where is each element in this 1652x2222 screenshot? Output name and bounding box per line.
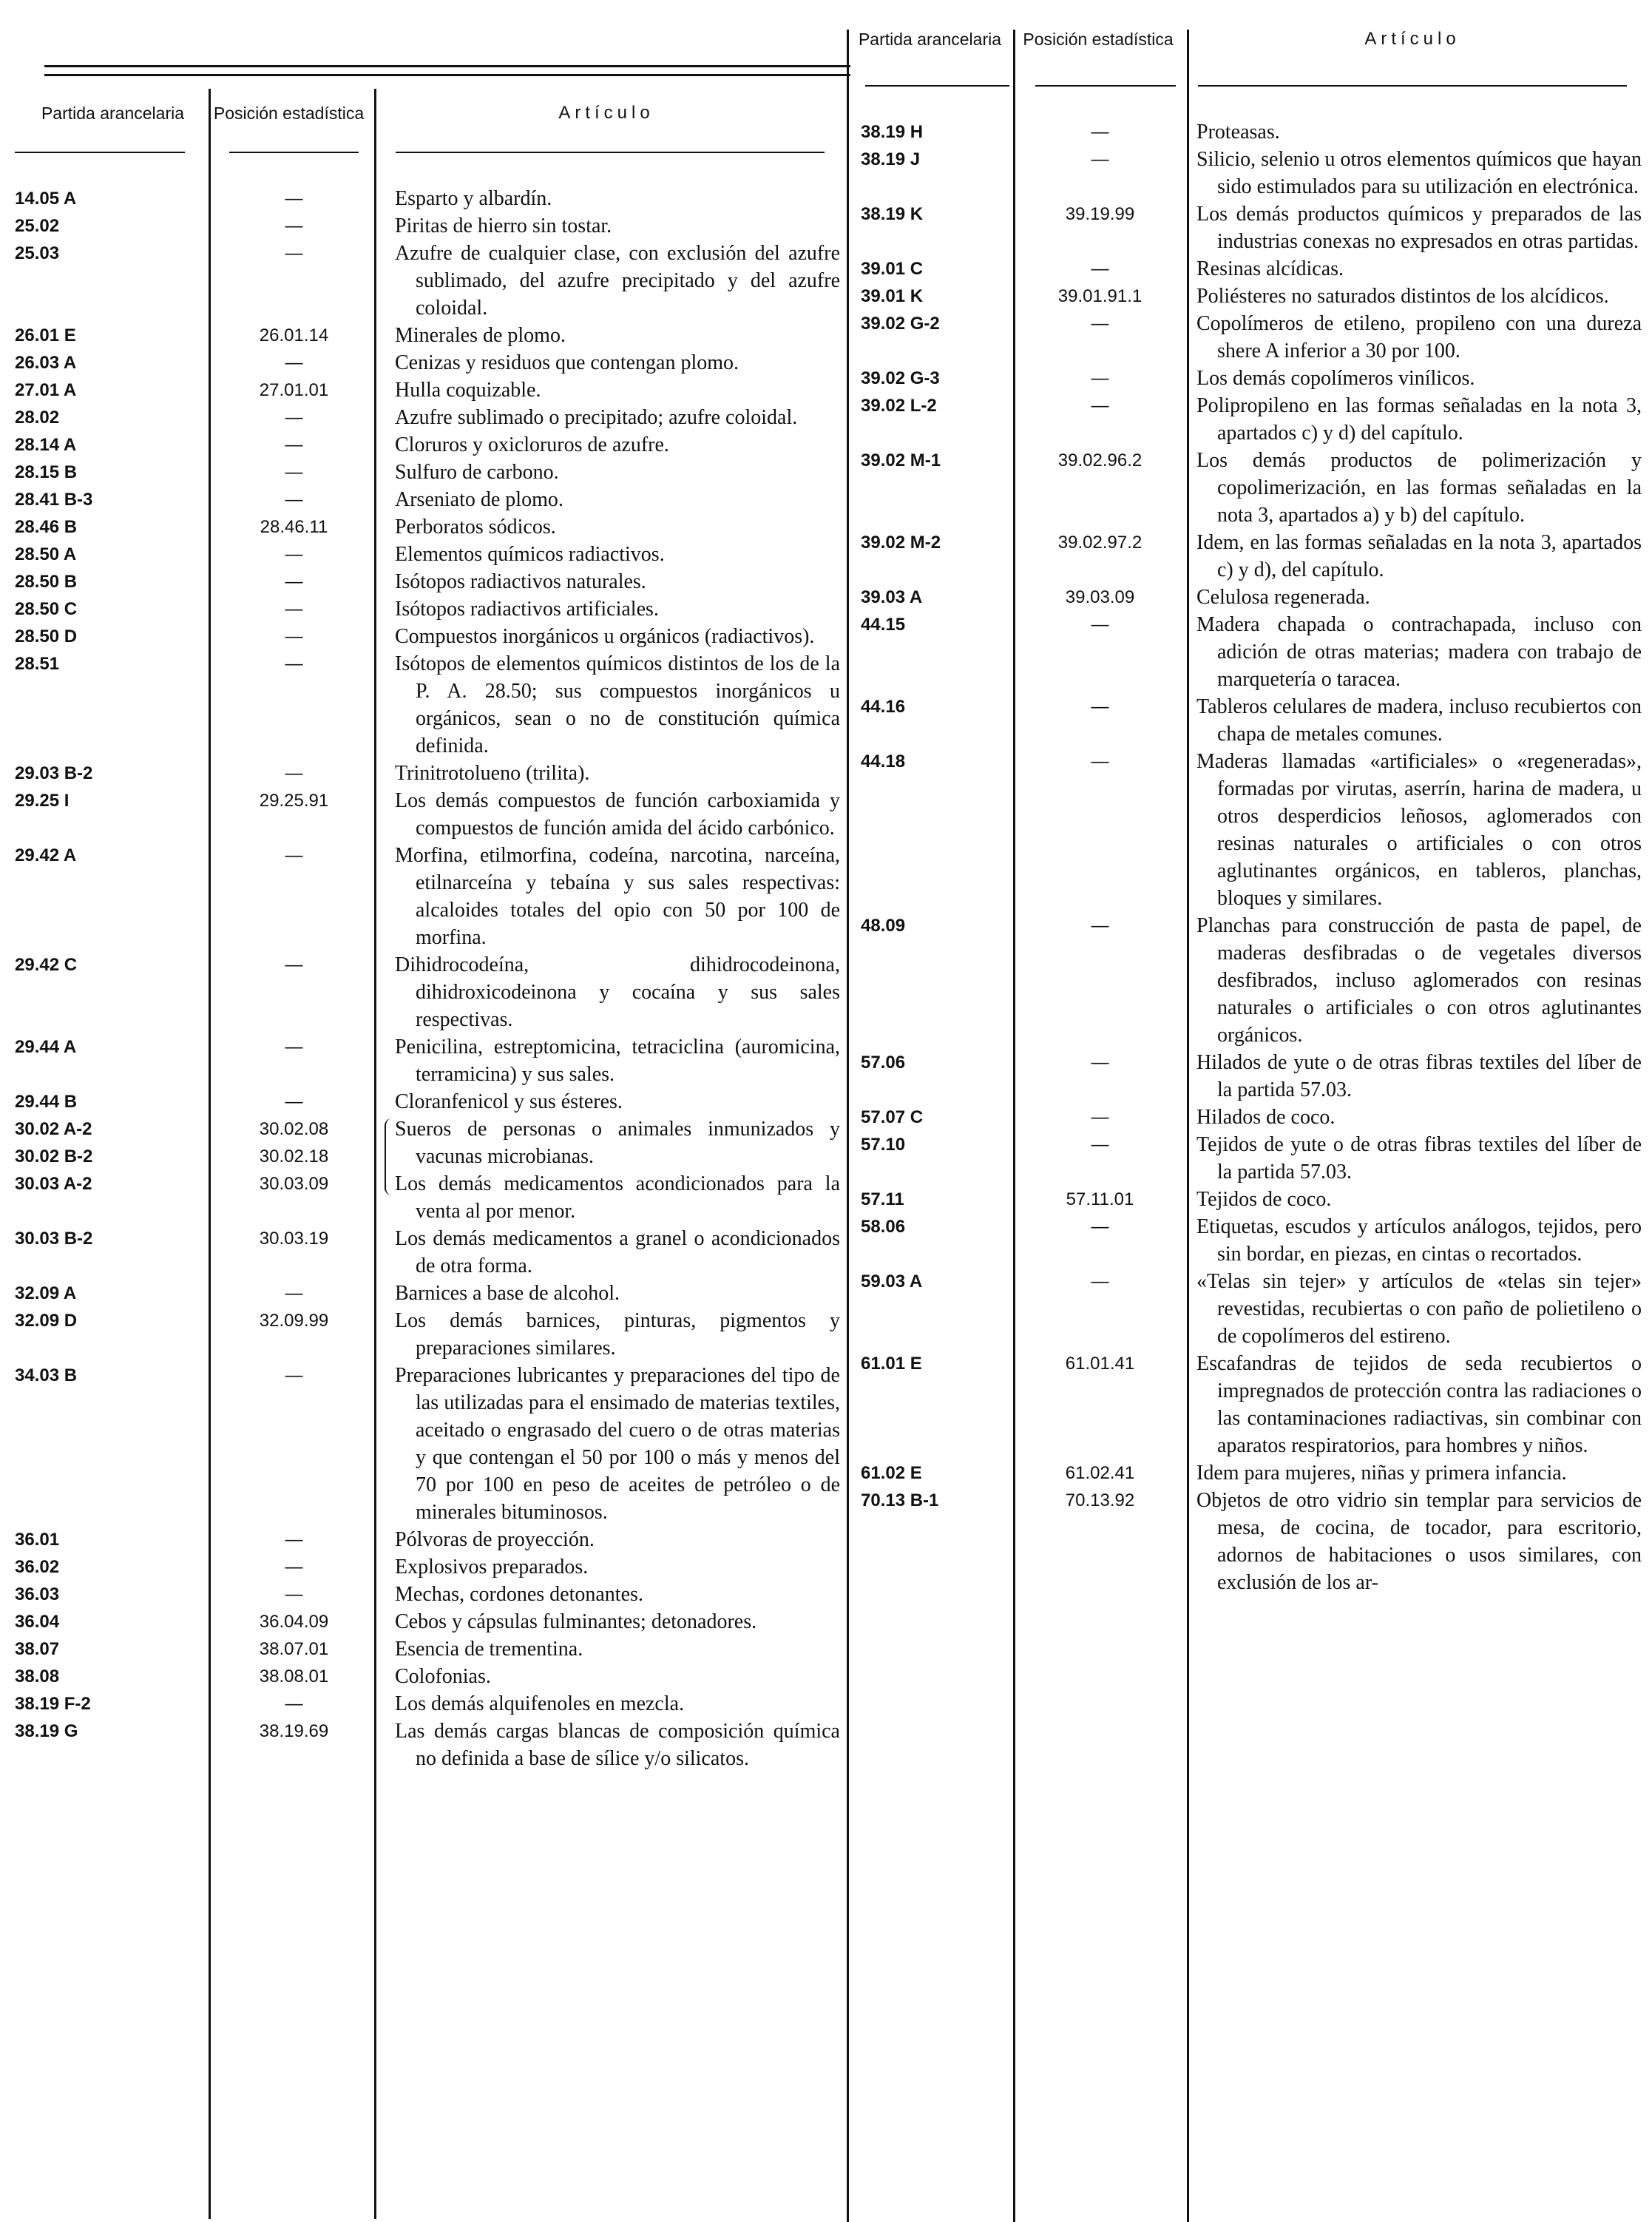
partida-cell: 25.03 [15, 243, 60, 263]
table-row [15, 322, 825, 349]
partida-cell: 28.50 C [15, 599, 78, 619]
articulo-cell: Hilados de yute o de otras fibras textiles del líber de la partida 57.03. [1196, 1051, 1642, 1101]
articulo-cell: Planchas para construcción de pasta de papel, de maderas desfibradas o de vegetales diversos desfibrados, incluso aglomerados con resinas naturales o artificiales o con otros aglutinantes orgánicos. [1196, 914, 1642, 1047]
posicion-cell: — [1091, 122, 1109, 142]
partida-cell: 57.10 [861, 1135, 906, 1155]
header-partida: Partida arancelaria [41, 104, 185, 123]
table-row [850, 1186, 1634, 1213]
posicion-cell: — [285, 845, 303, 865]
posicion-cell: 29.25.91 [259, 791, 329, 811]
articulo-cell: Los demás copolímeros vinílicos. [1196, 367, 1475, 390]
posicion-cell: 27.01.01 [259, 380, 329, 400]
posicion-cell: — [285, 216, 303, 236]
posicion-cell: 39.19.99 [1065, 204, 1135, 224]
table-row [15, 1225, 840, 1280]
header-posicion: Posición estadística [1023, 30, 1174, 49]
posicion-cell: 32.09.99 [259, 1311, 329, 1331]
articulo-cell: Tableros celulares de madera, incluso recubiertos con chapa de metales comunes. [1196, 695, 1642, 746]
table-row [15, 1170, 840, 1225]
posicion-cell: — [285, 243, 303, 263]
posicion-cell: 38.07.01 [259, 1639, 329, 1659]
posicion-cell: — [285, 1694, 303, 1714]
table-row [850, 1104, 1634, 1131]
articulo-cell: Arseniato de plomo. [395, 488, 563, 511]
posicion-cell: — [285, 1283, 303, 1303]
articulo-cell: Pólvoras de proyección. [395, 1528, 595, 1551]
partida-cell: 38.19 G [15, 1721, 78, 1741]
posicion-cell: — [285, 955, 303, 975]
table-row [850, 529, 1642, 584]
articulo-cell: Proteasas. [1196, 121, 1280, 143]
partida-cell: 28.41 B-3 [15, 490, 93, 510]
articulo-cell: Cloruros y oxicloruros de azufre. [395, 433, 669, 456]
articulo-cell: Isótopos de elementos químicos distintos de los de la P. A. 28.50; sus compuestos inorgánicos u orgánicos, sean o no de constitución química definida. [395, 652, 840, 757]
partida-cell: 57.11 [861, 1189, 904, 1209]
partida-cell: 34.03 B [15, 1365, 78, 1385]
partida-cell: 28.02 [15, 408, 60, 428]
articulo-cell: Hilados de coco. [1196, 1106, 1336, 1129]
header-underline [396, 152, 825, 153]
page-column-divider [847, 30, 849, 2222]
posicion-cell: — [1091, 149, 1109, 169]
partida-cell: 39.02 G-2 [861, 314, 940, 334]
partida-cell: 29.03 B-2 [15, 763, 93, 783]
table-row [15, 623, 825, 650]
double-rule-bottom [44, 74, 850, 76]
partida-cell: 28.15 B [15, 462, 78, 482]
posicion-cell: — [285, 408, 303, 428]
articulo-cell: Los demás medicamentos a granel o acondicionados de otra forma. [395, 1227, 840, 1277]
posicion-cell: — [1091, 697, 1109, 717]
articulo-cell: Esencia de trementina. [395, 1638, 583, 1661]
posicion-cell: 30.02.08 30.02.18 [259, 1119, 329, 1166]
table-row [15, 842, 840, 951]
table-row [850, 584, 1634, 611]
table-row [15, 1581, 825, 1608]
partida-cell: 27.01 A [15, 380, 77, 400]
posicion-cell: — [285, 627, 303, 646]
articulo-cell: Los demás medicamentos acondicionados para la venta al por menor. [395, 1172, 840, 1223]
posicion-cell: 39.02.97.2 [1057, 533, 1142, 553]
posicion-cell: — [1091, 1272, 1109, 1291]
posicion-cell: 30.03.09 [259, 1174, 329, 1194]
posicion-cell: — [1091, 1053, 1109, 1073]
table-row [15, 1088, 825, 1115]
partida-cell: 36.01 [15, 1530, 60, 1550]
articulo-cell: Las demás cargas blancas de composición química no definida a base de sílice y/o silicatos. [395, 1720, 840, 1770]
posicion-cell: — [285, 435, 303, 455]
partida-cell: 57.07 C [861, 1107, 924, 1127]
header-partida: Partida arancelaria [858, 30, 1002, 49]
articulo-cell: Colofonias. [395, 1665, 491, 1688]
articulo-cell: Esparto y albardín. [395, 187, 552, 210]
table-row [850, 611, 1642, 693]
posicion-cell: — [1091, 396, 1109, 416]
articulo-cell: Azufre de cualquier clase, con exclusión del azufre sublimado, del azufre precipitado y del azufre coloidal. [395, 242, 840, 320]
posicion-cell: — [1091, 259, 1109, 279]
articulo-cell: Maderas llamadas «artificiales» o «regeneradas», formadas por virutas, aserrín, harina de madera, u otros desperdicios leñosos, aglomerados con resinas naturales o artificiales o con otros aglutinantes orgánicos, en tableros, planchas, bloques y similares. [1196, 750, 1642, 910]
partida-cell: 36.03 [15, 1584, 60, 1604]
articulo-cell: Cloranfenicol y sus ésteres. [395, 1090, 623, 1113]
right-table-body [850, 118, 1642, 1596]
header-underline [1035, 85, 1176, 87]
partida-cell: 48.09 [861, 916, 906, 936]
articulo-cell: Isótopos radiactivos naturales. [395, 570, 646, 593]
articulo-cell: Los demás barnices, pinturas, pigmentos y preparaciones similares. [395, 1309, 840, 1360]
header-underline [1198, 85, 1627, 87]
header-underline [865, 85, 1009, 87]
table-row [15, 486, 825, 513]
posicion-cell: — [285, 763, 303, 783]
articulo-cell: Mechas, cordones detonantes. [395, 1583, 643, 1606]
posicion-cell: 39.02.96.2 [1057, 450, 1142, 470]
articulo-cell: Tejidos de yute o de otras fibras textiles del líber de la partida 57.03. [1196, 1133, 1642, 1183]
partida-cell: 61.02 E [861, 1463, 922, 1483]
table-row [15, 1307, 840, 1362]
articulo-cell: Los demás productos químicos y preparados de las industrias conexas no expresados en otras partidas. [1196, 203, 1642, 253]
partida-cell: 28.50 B [15, 572, 78, 592]
partida-cell: 28.50 D [15, 627, 78, 646]
posicion-cell: 61.02.41 [1065, 1463, 1135, 1483]
articulo-cell: Dihidrocodeína, dihidrocodeinona, dihidroxicodeinona y cocaína y sus sales respectivas. [395, 953, 840, 1031]
articulo-cell: Penicilina, estreptomicina, tetraciclina (auromicina, terramicina) y sus sales. [395, 1036, 840, 1086]
header-underline [15, 152, 185, 153]
posicion-cell: — [285, 189, 303, 209]
articulo-cell: Copolímeros de etileno, propileno con una dureza shere A inferior a 30 por 100. [1196, 312, 1642, 362]
posicion-cell: — [1091, 916, 1109, 936]
table-row [850, 1268, 1642, 1350]
posicion-cell: — [1091, 615, 1109, 635]
table-row [15, 404, 825, 431]
partida-cell: 39.02 M-2 [861, 533, 941, 553]
partida-cell: 38.19 H [861, 122, 924, 142]
partida-cell: 28.46 B [15, 517, 78, 537]
left-table-body [15, 185, 840, 1772]
posicion-cell: — [1091, 1107, 1109, 1127]
table-row [15, 951, 840, 1033]
table-row [15, 1690, 825, 1718]
articulo-cell: Los demás compuestos de función carboxiamida y compuestos de función amida del ácido carbónico. [395, 789, 840, 840]
table-row [15, 1526, 825, 1553]
table-row [850, 283, 1634, 310]
articulo-cell: Cebos y cápsulas fulminantes; detonadores. [395, 1610, 757, 1633]
articulo-cell: Idem para mujeres, niñas y primera infancia. [1196, 1462, 1567, 1485]
header-articulo: Artículo [558, 103, 654, 123]
posicion-cell: 39.01.91.1 [1057, 286, 1142, 306]
table-row [850, 1213, 1642, 1268]
articulo-cell: Celulosa regenerada. [1196, 586, 1370, 609]
table-row [850, 146, 1642, 200]
table-row [15, 1553, 825, 1581]
articulo-cell: Los demás alquifenoles en mezcla. [395, 1692, 685, 1715]
articulo-cell: Piritas de hierro sin tostar. [395, 215, 612, 237]
partida-cell: 39.03 A [861, 587, 923, 607]
articulo-cell: Objetos de otro vidrio sin templar para servicios de mesa, de cocina, de tocador, para escritorio, adornos de habitaciones o usos similares, con exclusión de los ar- [1196, 1489, 1642, 1594]
posicion-cell: — [1091, 752, 1109, 771]
articulo-cell: Azufre sublimado o precipitado; azufre coloidal. [395, 406, 798, 429]
posicion-cell: 38.08.01 [259, 1666, 329, 1686]
partida-cell: 30.03 A-2 [15, 1174, 92, 1194]
table-row [15, 568, 825, 595]
table-row [850, 392, 1642, 447]
partida-cell: 59.03 A [861, 1272, 923, 1291]
articulo-cell: Idem, en las formas señaladas en la nota 3, apartados c) y d), del capítulo. [1196, 531, 1642, 581]
posicion-cell: — [1091, 314, 1109, 334]
articulo-cell: Sulfuro de carbono. [395, 461, 559, 484]
partida-cell: 36.02 [15, 1557, 60, 1577]
posicion-cell: 38.19.69 [259, 1721, 329, 1741]
articulo-cell: Minerales de plomo. [395, 324, 566, 347]
table-row [850, 693, 1642, 748]
posicion-cell: — [285, 1584, 303, 1604]
posicion-cell: — [285, 1037, 303, 1057]
partida-cell: 36.04 [15, 1612, 60, 1632]
table-row [15, 212, 825, 240]
table-row [15, 459, 825, 486]
articulo-cell: Trinitrotolueno (trilita). [395, 762, 590, 785]
articulo-cell: «Telas sin tejer» y artículos de «telas sin tejer» revestidas, recubiertas o con paño de polietileno o de copolímeros del estireno. [1196, 1270, 1642, 1348]
posicion-cell: — [285, 1530, 303, 1550]
partida-cell: 39.01 K [861, 286, 924, 306]
table-row [15, 760, 825, 787]
table-row [15, 185, 825, 212]
partida-cell: 38.19 F-2 [15, 1694, 91, 1714]
header-articulo: Artículo [1364, 29, 1460, 49]
partida-cell: 57.06 [861, 1053, 906, 1073]
table-row [15, 376, 825, 404]
articulo-cell: Compuestos inorgánicos u orgánicos (radiactivos). [395, 625, 815, 648]
partida-cell: 38.19 K [861, 204, 924, 224]
partida-cell: 32.09 D [15, 1311, 78, 1331]
table-row [15, 1033, 840, 1088]
partida-cell: 44.16 [861, 697, 906, 717]
header-underline [229, 152, 359, 153]
partida-cell: 39.02 M-1 [861, 450, 941, 470]
table-row [850, 447, 1642, 529]
partida-cell: 26.01 E [15, 325, 76, 345]
partida-cell: 39.02 L-2 [861, 396, 937, 416]
table-row [15, 1115, 840, 1170]
articulo-cell: Preparaciones lubricantes y preparaciones del tipo de las utilizadas para el ensimado de materias textiles, aceitado o engrasado del cuero o de otras materias y que contengan el 50 por 100 o más y menos del 70 por 100 en peso de aceites de petróleo o de minerales bituminosos. [395, 1364, 840, 1524]
table-row [15, 240, 840, 322]
table-row [15, 513, 825, 541]
table-row [15, 349, 825, 376]
posicion-cell: — [285, 1557, 303, 1577]
double-rule-top [44, 65, 850, 67]
table-row [850, 118, 1634, 146]
table-row [850, 912, 1642, 1049]
posicion-cell: 61.01.41 [1065, 1354, 1135, 1374]
posicion-cell: — [285, 490, 303, 510]
partida-cell: 28.51 [15, 654, 60, 674]
posicion-cell: — [1091, 1135, 1109, 1155]
table-row [15, 1362, 840, 1526]
table-row [850, 200, 1642, 255]
table-row [15, 595, 825, 623]
partida-cell: 32.09 A [15, 1283, 77, 1303]
posicion-cell: 28.46.11 [260, 517, 328, 537]
articulo-cell: Explosivos preparados. [395, 1556, 589, 1578]
articulo-cell: Los demás productos de polimerización y copolimerización, en las formas señaladas en la nota 3, apartados a) y b) del capítulo. [1196, 449, 1642, 527]
articulo-cell: Escafandras de tejidos de seda recubiertos o impregnados de protección contra las radiaciones o las contaminaciones radiactivas, sin combinar con aparatos respiratorios, para hombres y niños. [1196, 1352, 1642, 1457]
posicion-cell: 57.11.01 [1066, 1189, 1134, 1209]
partida-cell: 38.19 J [861, 149, 921, 169]
partida-cell: 38.07 [15, 1639, 60, 1659]
partida-cell: 29.44 B [15, 1092, 78, 1112]
posicion-cell: — [1091, 1217, 1109, 1237]
table-row [15, 1635, 825, 1663]
table-row [850, 1131, 1642, 1186]
partida-cell: 14.05 A [15, 189, 77, 209]
partida-cell: 29.42 A [15, 845, 77, 865]
table-row [15, 1663, 825, 1690]
articulo-cell: Etiquetas, escudos y artículos análogos, tejidos, pero sin bordar, en piezas, en cintas o recortados. [1196, 1215, 1642, 1266]
articulo-cell: Tejidos de coco. [1196, 1188, 1332, 1211]
partida-cell: 30.02 A-2 30.02 B-2 [15, 1119, 93, 1166]
articulo-cell: Hulla coquizable. [395, 379, 541, 402]
articulo-cell: Elementos químicos radiactivos. [395, 543, 665, 566]
table-row [850, 748, 1642, 912]
partida-cell: 39.01 C [861, 259, 924, 279]
table-row [15, 650, 840, 760]
posicion-cell: — [285, 462, 303, 482]
header-posicion: Posición estadística [213, 104, 365, 123]
partida-cell: 44.18 [861, 752, 906, 771]
posicion-cell: — [285, 599, 303, 619]
articulo-cell: Sueros de personas o animales inmunizados y vacunas microbianas. [395, 1118, 840, 1168]
posicion-cell: — [285, 572, 303, 592]
posicion-cell: — [1091, 368, 1109, 388]
partida-cell: 25.02 [15, 216, 60, 236]
articulo-cell: Polipropileno en las formas señaladas en la nota 3, apartados c) y d) del capítulo. [1196, 394, 1642, 445]
posicion-cell: 30.03.19 [259, 1229, 329, 1249]
posicion-cell: — [285, 654, 303, 674]
table-row [850, 255, 1634, 283]
articulo-cell: Resinas alcídicas. [1196, 257, 1344, 280]
partida-cell: 39.02 G-3 [861, 368, 940, 388]
table-row [850, 1459, 1634, 1487]
posicion-cell: — [285, 1092, 303, 1112]
partida-cell: 28.14 A [15, 435, 77, 455]
partida-cell: 38.08 [15, 1666, 60, 1686]
articulo-cell: Madera chapada o contrachapada, incluso con adición de otras materias; madera con trabajo de marquetería o taracea. [1196, 613, 1642, 691]
partida-cell: 70.13 B-1 [861, 1490, 939, 1510]
partida-cell: 58.06 [861, 1217, 906, 1237]
table-row [15, 1718, 840, 1772]
partida-cell: 29.44 A [15, 1037, 77, 1057]
table-row [15, 787, 840, 842]
articulo-cell: Poliésteres no saturados distintos de los alcídicos. [1196, 285, 1609, 308]
partida-cell: 26.03 A [15, 353, 77, 373]
partida-cell: 44.15 [861, 615, 906, 635]
partida-cell: 29.25 I [15, 791, 70, 811]
table-row [850, 1350, 1642, 1459]
partida-cell: 29.42 C [15, 955, 78, 975]
posicion-cell: 70.13.92 [1065, 1490, 1135, 1510]
table-row [15, 541, 825, 568]
partida-cell: 61.01 E [861, 1354, 922, 1374]
table-row [850, 1487, 1642, 1596]
posicion-cell: — [285, 353, 303, 373]
table-row [850, 310, 1642, 365]
articulo-cell: Isótopos radiactivos artificiales. [395, 598, 659, 621]
table-row [15, 431, 825, 459]
table-row [850, 365, 1634, 392]
articulo-cell: Silicio, selenio u otros elementos químicos que hayan sido estimulados para su utilización en electrónica. [1196, 148, 1642, 198]
partida-cell: 28.50 A [15, 544, 77, 564]
posicion-cell: 26.01.14 [259, 325, 329, 345]
posicion-cell: — [285, 544, 303, 564]
articulo-cell: Morfina, etilmorfina, codeína, narcotina, narceína, etilnarceína y tebaína y sus sales respectivas: alcaloides totales del opio con 50 por 100 de morfina. [395, 844, 840, 949]
partida-cell: 30.03 B-2 [15, 1229, 93, 1249]
posicion-cell: 36.04.09 [259, 1612, 329, 1632]
table-row [850, 1049, 1642, 1104]
articulo-cell: Barnices a base de alcohol. [395, 1282, 620, 1305]
table-row [15, 1608, 825, 1635]
articulo-cell: Cenizas y residuos que contengan plomo. [395, 351, 739, 374]
posicion-cell: — [285, 1365, 303, 1385]
posicion-cell: 39.03.09 [1065, 587, 1135, 607]
articulo-cell: Perboratos sódicos. [395, 516, 556, 538]
table-row [15, 1280, 825, 1307]
